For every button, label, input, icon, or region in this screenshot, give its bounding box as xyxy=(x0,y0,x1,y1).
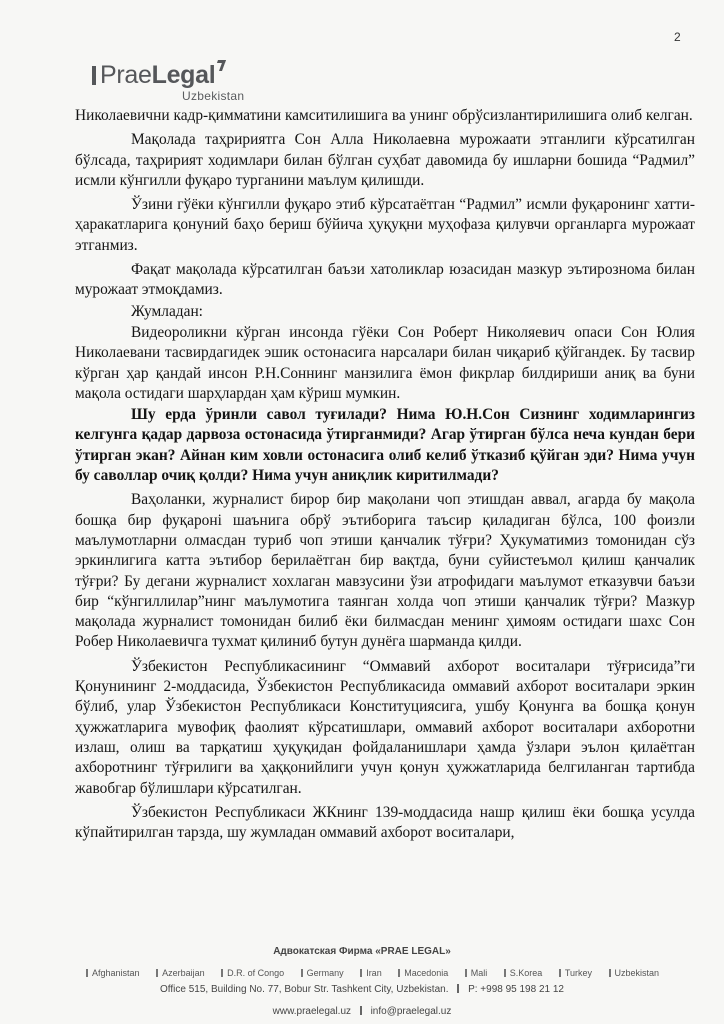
country-item xyxy=(504,968,543,978)
separator-bar-icon xyxy=(301,969,303,977)
country-item xyxy=(609,968,660,978)
country-name: Afghanistan xyxy=(92,968,140,978)
logo-subtitle: Uzbekistan xyxy=(182,89,245,103)
paragraph: Ваҳоланки, журналист бирор бир мақолани чоп этишдан аввал, агарда бу мақола бошқа бир фуқароні шаънига обрў эътиборига таъсир қиладиган бўлса, 100 фоизли маълумотларни олмасдан туриб чоп этиши қанчалик тўғри? Ҳукуматимиз томонидан сўз эркинлигига катта эътибор берилаётган бир вақтда, буни суйистеъмол қилиш қанчалик тўғри? Бу дегани журналист хохлаган мавзусини ўзи атрофидаги маълумот етказувчи баъзи бир “кўнгиллилар”нинг маълумотига таянган холда чоп этиши қанчалик тўғри? Мазкур мақолада журналист томонидан билиб ёки билмасдан менинг ҳимоям остидаги шахс Сон Робер Николаевичга тухмат қилиниб бутун дунёга шарманда қилди. xyxy=(75,491,695,651)
footer-email-link[interactable]: info@praelegal.uz xyxy=(370,1006,452,1017)
separator-bar-icon xyxy=(504,969,506,977)
logo-bar-mark xyxy=(92,66,96,85)
separator-bar-icon xyxy=(156,969,158,977)
paragraph-bold-questions: Шу ерда ўринли савол туғилади? Нима Ю.Н.Сон Сизнинг ходимларингиз келгунга қадар дарвоза остонасида ўтирганмиди? Агар ўтирган бўлса неча кундан бери ўтирган экан? Айнан ким ховли остонасига олиб келиб ўтказиб қўйган эди? Нима учун бу саволлар очиқ қолди? Нима учун аниқлик киритилмади? xyxy=(75,406,695,485)
separator-bar-icon xyxy=(86,969,88,977)
country-item xyxy=(221,968,284,978)
praelegal-logo xyxy=(92,60,244,103)
country-item xyxy=(360,968,382,978)
footer-contact-line xyxy=(0,1006,724,1017)
separator-bar-icon xyxy=(457,984,459,993)
separator-bar-icon xyxy=(360,1006,362,1015)
footer-website-link[interactable]: www.praelegal.uz xyxy=(272,1006,352,1017)
footer-address-line xyxy=(0,984,724,995)
country-item xyxy=(398,968,448,978)
country-name: S.Korea xyxy=(509,968,543,978)
country-name: Uzbekistan xyxy=(614,968,660,978)
logo-text-prae: Prae xyxy=(100,61,152,89)
letter-body xyxy=(75,106,695,844)
country-name: Azerbaijan xyxy=(162,968,205,978)
paragraph: Ўзини гўёки кўнгилли фуқаро этиб кўрсатаётган “Радмил” исмли фуқаронинг хатти-ҳаракатларига қонуний баҳо бериш бўйича ҳуқуқни муҳофаза қилувчи органларга мурожаат этганмиз. xyxy=(75,196,695,254)
separator-bar-icon xyxy=(609,969,611,977)
country-item xyxy=(465,968,488,978)
separator-bar-icon xyxy=(398,969,400,977)
country-name: Iran xyxy=(366,968,382,978)
country-name: Turkey xyxy=(564,968,593,978)
logo-wordmark xyxy=(92,60,244,88)
paragraph: Жумладан: xyxy=(131,302,203,320)
country-name: Mali xyxy=(470,968,488,978)
country-item xyxy=(86,968,140,978)
country-name: D.R. of Congo xyxy=(227,968,285,978)
country-item xyxy=(156,968,205,978)
country-item xyxy=(559,968,592,978)
paragraph: Ўзбекистон Республикаси ЖКнинг 139-моддасида нашр қилиш ёки бошқа усулда кўпайтирилган тарзда, шу жумладан оммавий ахборот воситалари, xyxy=(75,803,695,842)
paragraph: Мақолада таҳририятга Сон Алла Николаевна мурожаати этганлиги кўрсатилган бўлсада, таҳририят ходимлари билан бўлган суҳбат давомида бу ишларни бошида “Радмил” исмли кўнгилли фуқаро турганини маълум қилишди. xyxy=(75,131,695,189)
footer-phone: P: +998 95 198 21 12 xyxy=(468,984,564,995)
separator-bar-icon xyxy=(221,969,223,977)
logo-text-legal: Legal xyxy=(151,61,216,89)
paragraph: Николаевични кадр-қимматини камситилишига ва унинг обрўсизлантирилишига олиб келган. xyxy=(75,107,693,124)
page-number: 2 xyxy=(674,30,681,44)
footer-firm-name: Адвокатская Фирма «PRAE LEGAL» xyxy=(273,946,451,957)
separator-bar-icon xyxy=(360,969,362,977)
separator-bar-icon xyxy=(465,969,467,977)
paragraph: Видеороликни кўрган инсонда гўёки Сон Роберт Николяевич опаси Сон Юлия Николаевани тасвирдагидек эшик остонасига нарсалари билан чиқариб қўйгандек. Бу тасвир кўрган ҳар қандай инсон Р.Н.Соннинг манзилига ёмон фикрлар билдириши аниқ ва буни мақола остидаги шарҳлардан ҳам кўриш мумкин. xyxy=(75,323,695,402)
country-item xyxy=(301,968,344,978)
paragraph: Ўзбекистон Республикасининг “Оммавий ахборот воситалари тўғрисида”ги Қонунининг 2-моддасида, Ўзбекистон Республикасида оммавий ахборот воситалари эркин бўлиб, улар Ўзбекистон Республикаси Конституциясига, ушбу Қонунга ва бошқа қонун ҳужжатларига мувофиқ фаолият кўрсатишлари, оммавий ахборот воситалари ахборотни излаш, олиш ва тарқатиш ҳуқуқидан фойдаланишлари ҳамда ўзлари эълон қилаётган ахборотнинг тўғрилиги ва ҳаққонийлиги учун қонун ҳужжатларида белгиланган тартибда жавобгар бўлишлари кўрсатилган. xyxy=(75,657,695,797)
footer-countries xyxy=(86,968,724,978)
footer-address: Office 515, Building No. 77, Bobur Str. Tashkent City, Uzbekistan. xyxy=(160,984,449,995)
country-name: Macedonia xyxy=(404,968,449,978)
logo-accent-icon xyxy=(214,60,226,71)
country-name: Germany xyxy=(306,968,344,978)
separator-bar-icon xyxy=(559,969,561,977)
paragraph: Фақат мақолада кўрсатилган баъзи хатоликлар юзасидан мазкур эътирознома билан мурожаат этмоқдамиз. xyxy=(75,261,695,299)
